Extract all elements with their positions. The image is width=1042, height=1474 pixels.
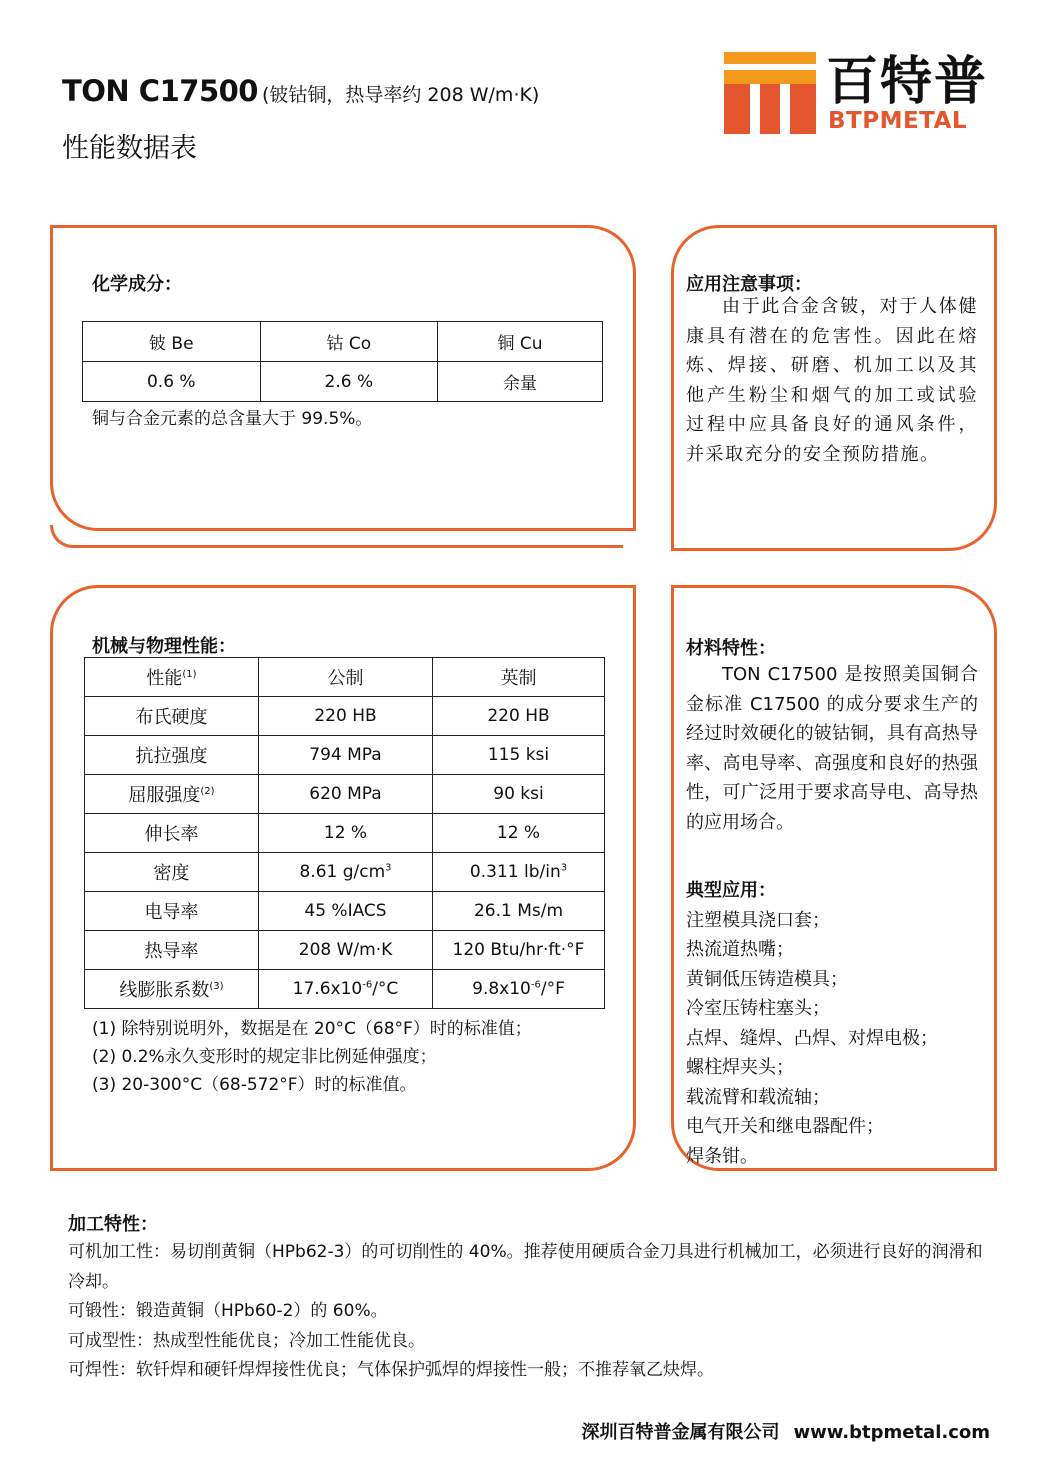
logo-mark-icon <box>724 50 820 136</box>
metric-value: $17.6x10^{-6}/^\circ C$ <box>259 970 433 1009</box>
table-row <box>85 931 605 970</box>
imperial-value: 90 ksi <box>433 775 605 814</box>
property-name: 屈服强度$^{(2)}$ <box>85 775 259 814</box>
mechanical-properties-table <box>84 657 605 1009</box>
table-row <box>85 658 605 697</box>
table-cell: 2.6 % <box>260 362 438 402</box>
footnote: (2) 0.2%永久变形时的规定非比例延伸强度； <box>92 1047 437 1067</box>
table-row <box>85 853 605 892</box>
document-title <box>62 74 539 108</box>
list-item: 热流道热嘴； <box>686 939 794 960</box>
processing-line: 可焊性：软钎焊和硬钎焊焊接性优良；气体保护弧焊的焊接性一般；不推荐氧乙炔焊。 <box>68 1360 714 1380</box>
imperial-value: 220 HB <box>433 697 605 736</box>
list-item: 注塑模具浇口套； <box>686 909 830 931</box>
list-item: 冷室压铸柱塞头； <box>686 998 830 1019</box>
table-row <box>85 775 605 814</box>
list-item: 螺柱焊夹头； <box>686 1057 794 1078</box>
imperial-value: 115 ksi <box>433 736 605 775</box>
processing-line: 可机加工性：易切削黄铜（HPb62-3）的可切削性的 40%。推荐使用硬质合金刀具进行机械加工，必须进行良好的润滑和冷却。 <box>68 1242 983 1292</box>
table-cell: 余量 <box>438 362 603 402</box>
mechanical-heading: 机械与物理性能： <box>92 636 236 657</box>
product-name: TON C17500 <box>62 74 258 108</box>
footnote: (3) 20-300°C（68-572°F）时的标准值。 <box>92 1075 417 1095</box>
metric-value: 220 HB <box>259 697 433 736</box>
table-row <box>85 736 605 775</box>
imperial-value: 26.1 Ms/m <box>433 892 605 931</box>
table-header-cell: 公制 <box>259 658 433 697</box>
notice-text: 由于此合金含铍，对于人体健康具有潜在的危害性。因此在熔炼、焊接、研磨、机加工以及其他产生粉尘和烟气的加工或试验过程中应具备良好的通风条件，并采取充分的安全预防措施。 <box>686 296 978 465</box>
imperial-value: 12 % <box>433 814 605 853</box>
mechanical-footnotes <box>92 1015 532 1099</box>
list-item: 载流臂和载流轴； <box>686 1086 830 1108</box>
property-name: 电导率 <box>85 892 259 931</box>
metric-value: 12 % <box>259 814 433 853</box>
list-item: 点焊、缝焊、凸焊、对焊电极； <box>686 1027 938 1049</box>
company-logo <box>724 50 1000 136</box>
chemical-note: 铜与合金元素的总含量大于 99.5%。 <box>92 409 373 429</box>
property-name: 布氏硬度 <box>85 697 259 736</box>
footnote: (1) 除特别说明外，数据是在 20°C（68°F）时的标准值； <box>92 1019 532 1039</box>
property-name: 密度 <box>85 853 259 892</box>
imperial-value: 0.311 $lb/in^3$ <box>433 853 605 892</box>
metric-value: 208 W/m·K <box>259 931 433 970</box>
processing-heading: 加工特性： <box>68 1214 158 1235</box>
processing-section <box>68 1238 988 1386</box>
metric-value: 620 MPa <box>259 775 433 814</box>
table-row <box>85 697 605 736</box>
property-name: 热导率 <box>85 931 259 970</box>
chemical-composition-frame-tail <box>50 525 623 548</box>
table-row <box>85 970 605 1009</box>
table-header-cell: 性能$^{(1)}$ <box>85 658 259 697</box>
material-text: TON C17500 是按照美国铜合金标准 C17500 的成分要求生产的经过时效硬化的铍钴铜，具有高热导率、高电导率、高强度和良好的热强性，可广泛用于要求高导电、高导热的应用场合。 <box>686 664 978 833</box>
imperial-value: 120 Btu/hr·ft·°F <box>433 931 605 970</box>
applications-section <box>686 876 938 1171</box>
chemical-heading: 化学成分： <box>92 274 182 295</box>
list-item: 电气开关和继电器配件； <box>686 1116 884 1137</box>
table-header-cell: 铜 Cu <box>438 322 603 362</box>
applications-heading: 典型应用： <box>686 880 776 901</box>
property-name: 抗拉强度 <box>85 736 259 775</box>
processing-line: 可成型性：热成型性能优良；冷加工性能优良。 <box>68 1330 425 1351</box>
metric-value: 794 MPa <box>259 736 433 775</box>
datasheet-subtitle: 性能数据表 <box>62 133 197 164</box>
material-heading: 材料特性： <box>686 638 776 659</box>
notice-heading: 应用注意事项： <box>686 274 812 295</box>
table-cell: 0.6 % <box>83 362 261 402</box>
list-item: 焊条钳。 <box>686 1145 758 1167</box>
table-row <box>83 322 603 362</box>
table-header-cell: 英制 <box>433 658 605 697</box>
metric-value: 45 %IACS <box>259 892 433 931</box>
property-name: 线膨胀系数$^{(3)}$ <box>85 970 259 1009</box>
logo-chinese-text: 百特普 <box>826 52 989 112</box>
list-item: 黄铜低压铸造模具； <box>686 968 848 990</box>
imperial-value: $9.8x10^{-6}/^\circ F$ <box>433 970 605 1009</box>
chemical-composition-table <box>82 321 603 402</box>
table-header-cell: 铍 Be <box>83 322 261 362</box>
property-name: 伸长率 <box>85 814 259 853</box>
table-header-cell: 钴 Co <box>260 322 438 362</box>
product-description: (铍钴铜，热导率约 208 W/m·K) <box>261 84 540 106</box>
processing-line: 可锻性：锻造黄铜（HPb60-2）的 60%。 <box>68 1301 388 1321</box>
table-row <box>85 892 605 931</box>
table-row <box>85 814 605 853</box>
footer <box>582 1418 990 1444</box>
table-row <box>83 362 603 402</box>
metric-value: 8.61 $g/cm^3$ <box>259 853 433 892</box>
website-link[interactable]: www.btpmetal.com <box>793 1422 990 1443</box>
company-name: 深圳百特普金属有限公司 <box>581 1422 780 1443</box>
logo-english-text: BTPMETAL <box>828 108 968 134</box>
